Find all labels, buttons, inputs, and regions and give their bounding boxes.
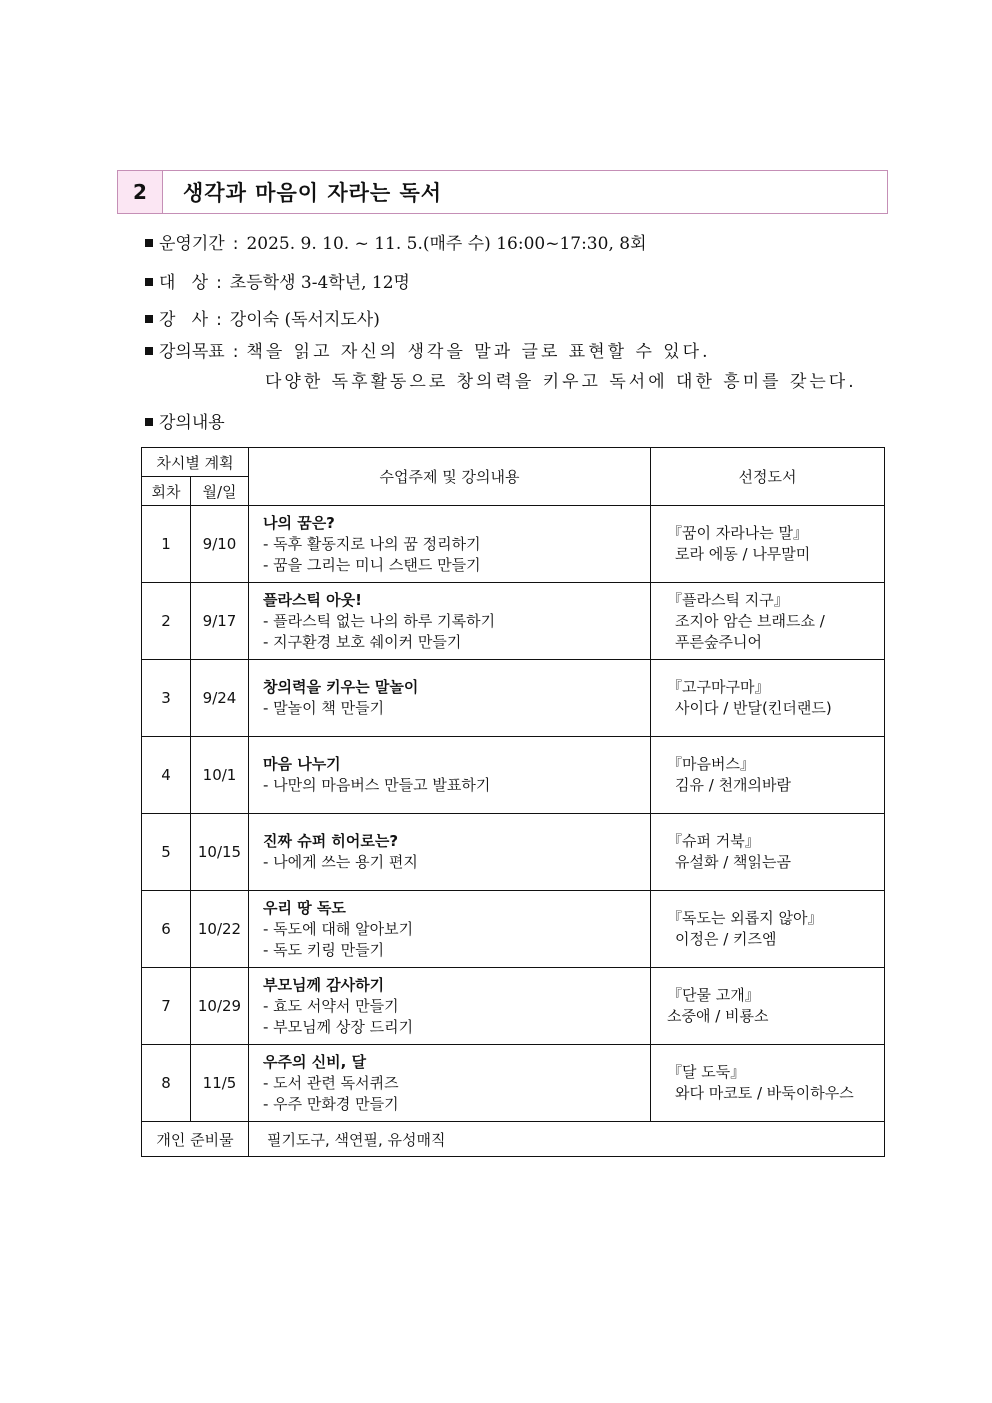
session-number: 8: [142, 1045, 191, 1122]
topic-item: - 효도 서약서 만들기: [263, 996, 399, 1015]
target-label: 대 상: [159, 273, 209, 293]
instructor-value: 강이숙 (독서지도사): [229, 310, 380, 330]
book-author: 사이다 / 반달(킨더랜드): [675, 699, 832, 717]
info-target: 대 상 : 초등학생 3-4학년, 12명: [145, 272, 410, 294]
session-date: 10/22: [191, 891, 249, 968]
book-author: 이정은 / 키즈엠: [675, 930, 777, 948]
session-number: 2: [142, 583, 191, 660]
topic-item: - 우주 만화경 만들기: [263, 1094, 399, 1113]
session-date: 9/10: [191, 506, 249, 583]
table-row: [142, 506, 885, 583]
table-row: [142, 891, 885, 968]
session-book: [651, 737, 885, 814]
header-session: 회차: [142, 477, 191, 506]
topic-item: - 독도 키링 만들기: [263, 940, 385, 959]
topic-item: - 지구환경 보호 쉐이커 만들기: [263, 632, 462, 651]
session-number: 3: [142, 660, 191, 737]
session-topic: [249, 737, 651, 814]
book-title: 『고구마구마』: [667, 678, 770, 696]
info-instructor: 강 사 : 강이숙 (독서지도사): [145, 309, 380, 331]
book-author: 유설화 / 책읽는곰: [675, 853, 792, 871]
topic-item: - 독도에 대해 알아보기: [263, 919, 414, 938]
table-row: [142, 814, 885, 891]
bullet-icon: [145, 418, 153, 426]
topic-title: 나의 꿈은?: [263, 513, 335, 532]
topic-item: - 말놀이 책 만들기: [263, 699, 385, 717]
book-author: 조지아 암슨 브래드쇼 /: [675, 611, 825, 630]
table-row: [142, 660, 885, 737]
session-book: [651, 891, 885, 968]
period-value: 2025. 9. 10. ~ 11. 5.(매주 수) 16:00~17:30, 8회: [246, 234, 647, 254]
session-book: [651, 1045, 885, 1122]
lecture-plan-table: [141, 447, 885, 1157]
topic-item: - 독후 활동지로 나의 꿈 정리하기: [263, 534, 481, 553]
topic-item: - 도서 관련 독서퀴즈: [263, 1073, 399, 1092]
bullet-icon: [145, 315, 153, 323]
book-author: 와다 마코토 / 바둑이하우스: [675, 1084, 854, 1102]
instructor-label: 강 사: [159, 310, 209, 330]
topic-title: 우주의 신비, 달: [263, 1052, 367, 1071]
session-topic: [249, 506, 651, 583]
topic-title: 부모님께 감사하기: [263, 975, 385, 994]
topic-item: - 꿈을 그리는 미니 스탠드 만들기: [263, 555, 481, 574]
session-number: 7: [142, 968, 191, 1045]
topic-title: 마음 나누기: [263, 755, 341, 773]
book-title: 『독도는 외롭지 않아』: [667, 909, 823, 927]
book-title: 『슈퍼 거북』: [667, 832, 760, 850]
goal-line-2: 다양한 독후활동으로 창의력을 키우고 독서에 대한 흥미를 갖는다.: [265, 372, 857, 392]
book-author: 로라 에동 / 나무말미: [675, 545, 811, 563]
prep-label: 개인 준비물: [142, 1122, 249, 1157]
section-number: 2: [118, 171, 163, 213]
book-title: 『꿈이 자라나는 말』: [667, 524, 808, 542]
section-title: 생각과 마음이 자라는 독서: [183, 181, 443, 205]
prep-value: 필기도구, 색연필, 유성매직: [249, 1122, 885, 1157]
session-book: [651, 583, 885, 660]
book-title: 『플라스틱 지구』: [667, 590, 789, 609]
session-date: 10/1: [191, 737, 249, 814]
session-date: 9/17: [191, 583, 249, 660]
session-book: [651, 506, 885, 583]
session-number: 1: [142, 506, 191, 583]
topic-title: 진짜 슈퍼 히어로는?: [263, 832, 399, 850]
bullet-icon: [145, 278, 153, 286]
topic-title: 창의력을 키우는 말놀이: [263, 678, 419, 696]
table-row: [142, 968, 885, 1045]
info-goal: 강의목표 : 책을 읽고 자신의 생각을 말과 글로 표현할 수 있다.: [145, 341, 711, 363]
topic-item: - 부모님께 상장 드리기: [263, 1017, 414, 1036]
book-title: 『달 도둑』: [667, 1063, 746, 1081]
session-number: 6: [142, 891, 191, 968]
book-publisher: 푸른숲주니어: [675, 632, 762, 651]
table-row: [142, 737, 885, 814]
topic-item: - 플라스틱 없는 나의 하루 기록하기: [263, 611, 496, 630]
session-topic: [249, 814, 651, 891]
prep-row: [142, 1122, 885, 1157]
topic-item: - 나에게 쓰는 용기 편지: [263, 853, 418, 871]
header-plan: 차시별 계획: [142, 448, 249, 477]
table-row: [142, 1045, 885, 1122]
header-book: 선정도서: [651, 448, 885, 506]
session-topic: [249, 660, 651, 737]
header-topic: 수업주제 및 강의내용: [249, 448, 651, 506]
content-label: 강의내용: [159, 413, 225, 433]
info-period: 운영기간 : 2025. 9. 10. ~ 11. 5.(매주 수) 16:00~17:30, 8회: [145, 233, 647, 255]
goal-label: 강의목표: [159, 342, 225, 362]
session-book: [651, 814, 885, 891]
book-author: 소중애 / 비룡소: [667, 1007, 769, 1025]
session-date: 9/24: [191, 660, 249, 737]
book-author: 김유 / 천개의바람: [675, 776, 792, 794]
header-date: 월/일: [191, 477, 249, 506]
bullet-icon: [145, 239, 153, 247]
info-content: [145, 412, 225, 434]
session-date: 10/29: [191, 968, 249, 1045]
session-topic: [249, 1045, 651, 1122]
session-book: [651, 660, 885, 737]
session-topic: [249, 968, 651, 1045]
session-topic: [249, 891, 651, 968]
period-label: 운영기간: [159, 234, 225, 254]
book-title: 『마음버스』: [667, 755, 755, 773]
session-number: 4: [142, 737, 191, 814]
book-title: 『단물 고개』: [667, 986, 760, 1004]
section-title-box: [117, 170, 888, 214]
session-date: 10/15: [191, 814, 249, 891]
table-row: [142, 583, 885, 660]
session-date: 11/5: [191, 1045, 249, 1122]
topic-title: 우리 땅 독도: [263, 898, 346, 917]
session-topic: [249, 583, 651, 660]
goal-line-1: 책을 읽고 자신의 생각을 말과 글로 표현할 수 있다.: [246, 342, 711, 362]
bullet-icon: [145, 347, 153, 355]
topic-title: 플라스틱 아웃!: [263, 590, 363, 609]
session-number: 5: [142, 814, 191, 891]
topic-item: - 나만의 마음버스 만들고 발표하기: [263, 776, 491, 794]
target-value: 초등학생 3-4학년, 12명: [229, 273, 410, 293]
session-book: [651, 968, 885, 1045]
